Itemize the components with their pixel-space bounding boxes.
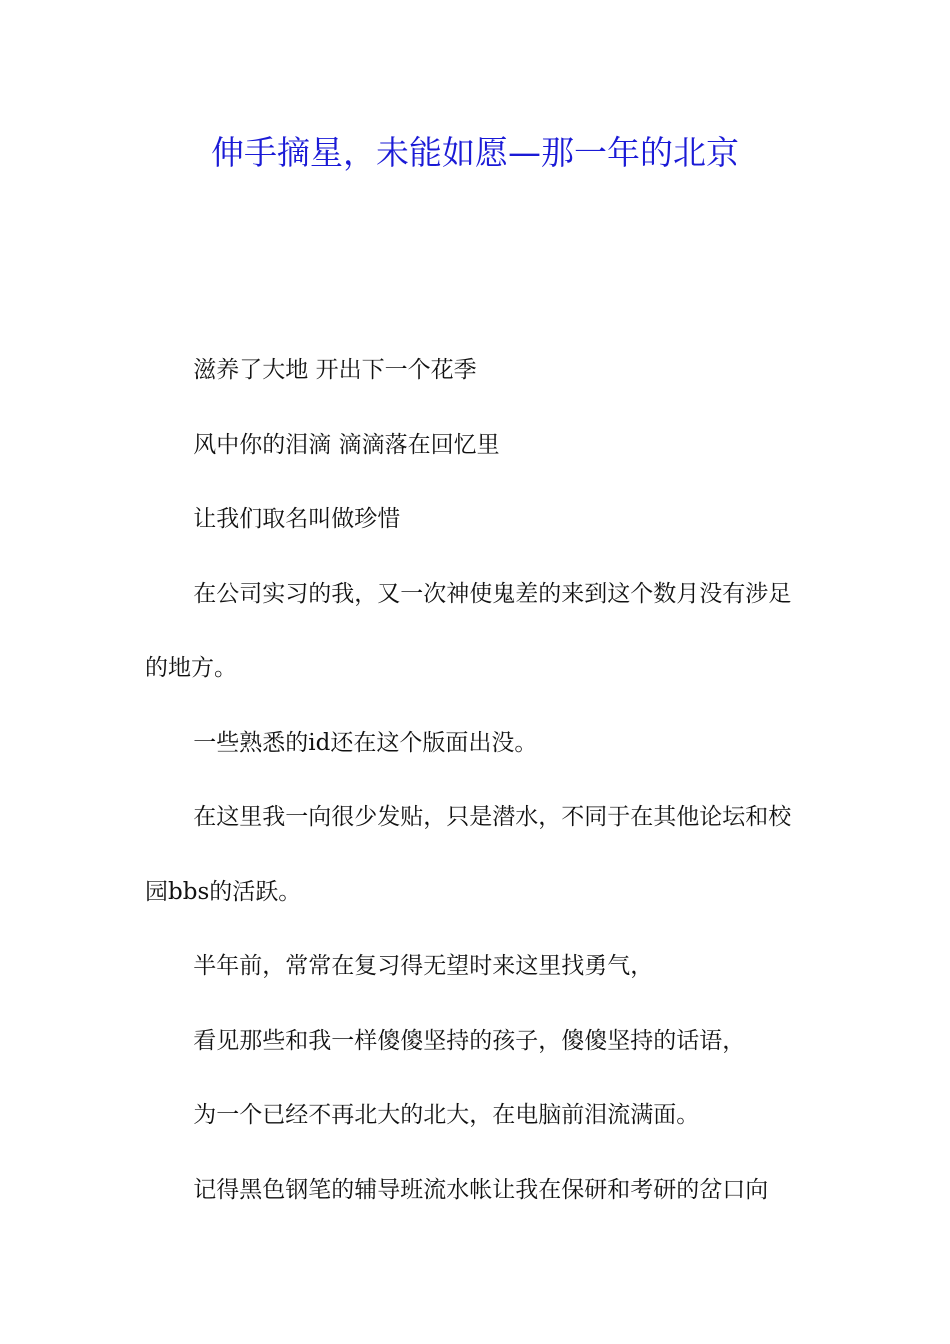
paragraph: 在公司实习的我，又一次神使鬼差的来到这个数月没有涉足的地方。: [145, 580, 792, 681]
document-body: [145, 333, 807, 1227]
paragraph: 为一个已经不再北大的北大，在电脑前泪流满面。: [193, 1102, 700, 1128]
paragraph: 在这里我一向很少发贴，只是潜水，不同于在其他论坛和校园bbs的活跃。: [145, 804, 792, 905]
document-title: 伸手摘星，未能如愿—那一年的北京: [211, 133, 739, 172]
paragraph: 滋养了大地 开出下一个花季: [193, 357, 477, 383]
paragraph: 半年前，常常在复习得无望时来这里找勇气，: [193, 953, 654, 979]
paragraph: 记得黑色钢笔的辅导班流水帐让我在保研和考研的岔口向: [193, 1176, 769, 1203]
paragraph: 看见那些和我一样傻傻坚持的孩子，傻傻坚持的话语，: [193, 1027, 746, 1054]
paragraph: 风中你的泪滴 滴滴落在回忆里: [193, 431, 500, 458]
paragraph: 让我们取名叫做珍惜: [193, 506, 401, 532]
paragraph: 一些熟悉的id还在这个版面出没。: [193, 729, 538, 756]
